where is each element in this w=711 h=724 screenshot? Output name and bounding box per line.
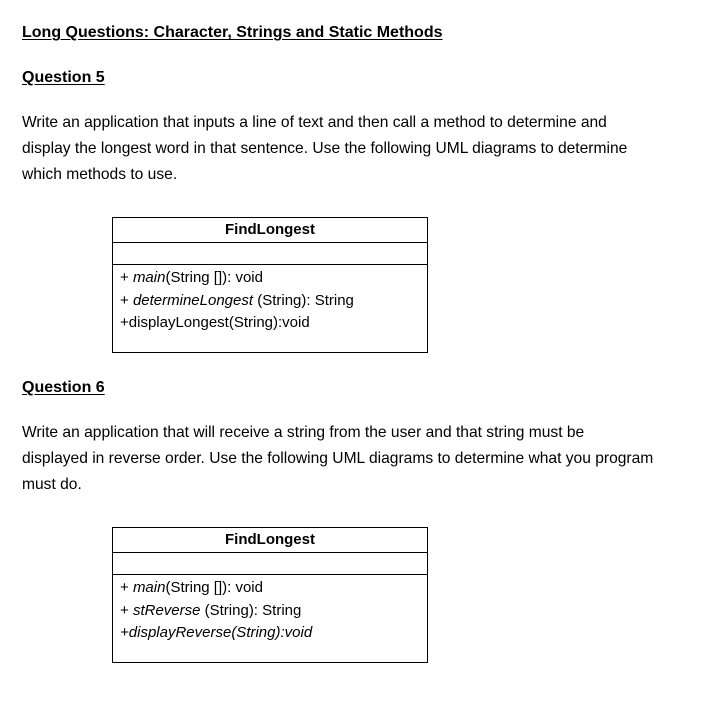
uml-methods-section	[113, 265, 427, 335]
question-6-line-2: displayed in reverse order. Use the following UML diagrams to determine what you program	[22, 450, 654, 467]
uml-method-main: + main(String []): void	[120, 579, 263, 596]
uml-method-st-reverse: + stReverse (String): String	[120, 601, 302, 619]
question-5-line-3: which methods to use.	[22, 166, 178, 183]
uml-method-display-longest: +displayLongest(String):void	[120, 314, 310, 331]
question-6-heading: Question 6	[22, 379, 105, 396]
uml-class-diagram-q6	[112, 527, 428, 663]
uml-class-name: FindLongest	[113, 218, 427, 243]
question-6-text	[22, 420, 706, 498]
question-6-line-1: Write an application that will receive a string from the user and that string must be	[22, 424, 585, 441]
question-5-line-2: display the longest word in that sentence. Use the following UML diagrams to determine	[22, 140, 628, 157]
document-title: Long Questions: Character, Strings and Static Methods	[22, 24, 443, 41]
question-5-heading: Question 5	[22, 69, 105, 86]
uml-class-name: FindLongest	[113, 528, 427, 553]
uml-method-display-reverse: +displayReverse(String):void	[120, 624, 313, 641]
question-6-line-3: must do.	[22, 476, 82, 493]
uml-attributes-section	[113, 553, 427, 575]
uml-class-diagram-q5	[112, 217, 428, 353]
uml-method-determine-longest: + determineLongest (String): String	[120, 291, 354, 309]
uml-attributes-section	[113, 243, 427, 265]
question-5-text	[22, 110, 706, 188]
uml-method-main: + main(String []): void	[120, 269, 263, 286]
question-5-line-1: Write an application that inputs a line of text and then call a method to determine and	[22, 114, 607, 131]
uml-methods-section	[113, 575, 427, 645]
